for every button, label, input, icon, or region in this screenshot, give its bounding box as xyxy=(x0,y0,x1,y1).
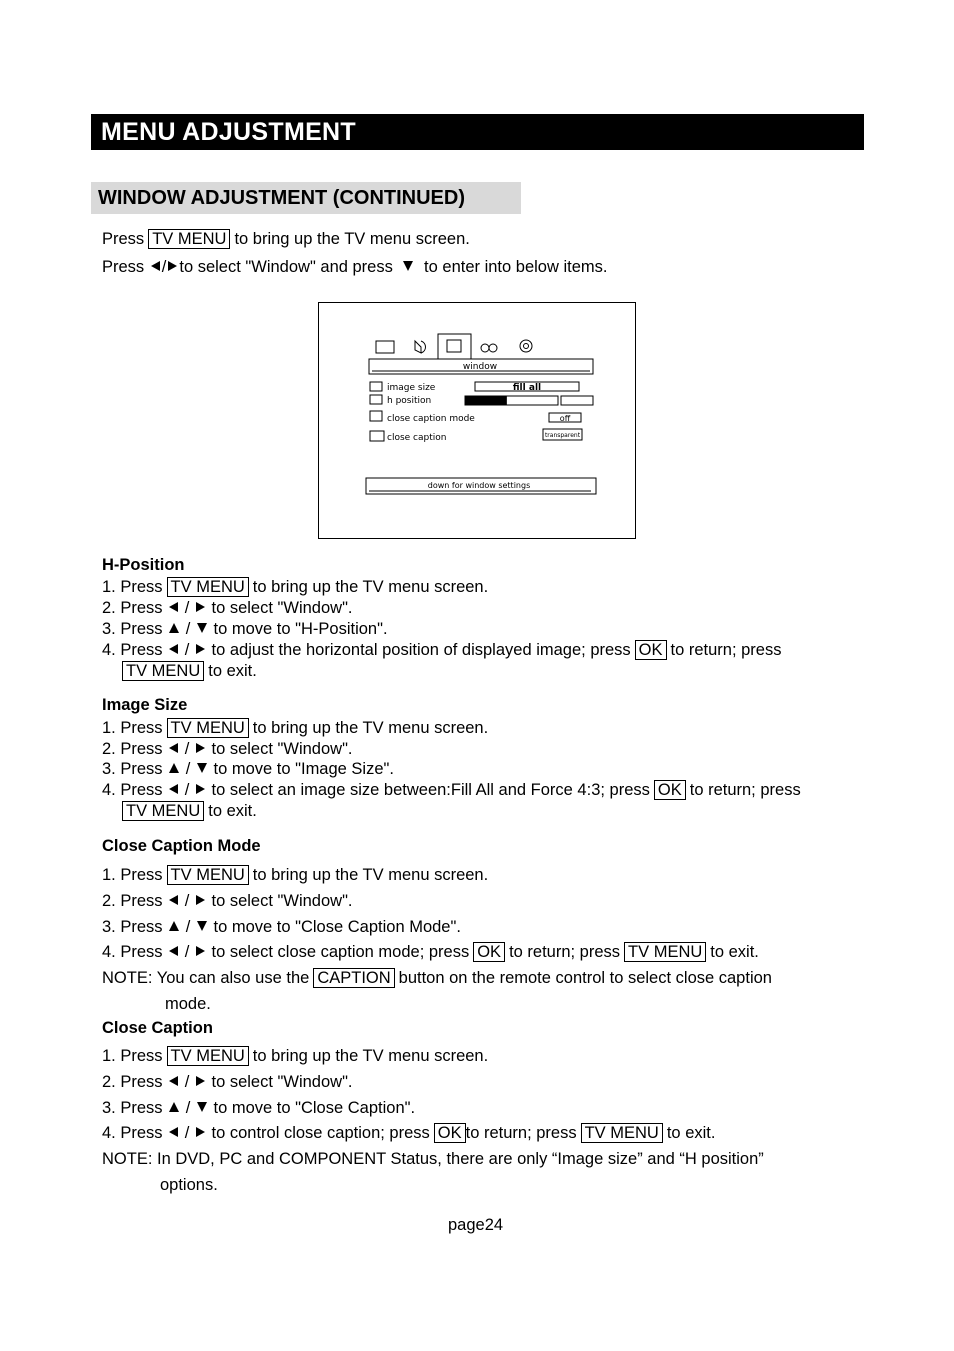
section-banner: MENU ADJUSTMENT xyxy=(91,114,864,150)
image-size-step-2: 2. Press / to select "Window". xyxy=(102,740,353,758)
right-arrow-icon xyxy=(196,743,205,753)
intro-line-1: Press TV MENU to bring up the TV menu screen. xyxy=(102,230,470,248)
ok-key: OK xyxy=(635,640,667,660)
cc-mode-heading: Close Caption Mode xyxy=(102,837,261,855)
image-size-step-1: 1. Press TV MENU to bring up the TV menu screen. xyxy=(102,719,489,737)
cc-note: NOTE: In DVD, PC and COMPONENT Status, there are only “Image size” and “H position” xyxy=(102,1150,764,1168)
right-arrow-icon xyxy=(196,946,205,956)
cc-heading: Close Caption xyxy=(102,1019,213,1037)
image-size-icon xyxy=(370,382,382,391)
osd-row-h-position: h position xyxy=(387,396,432,406)
tv-menu-key: TV MENU xyxy=(167,718,249,738)
left-arrow-icon xyxy=(169,1127,178,1137)
osd-row-cc-mode-value: off xyxy=(559,414,571,423)
cc-step-1: 1. Press TV MENU to bring up the TV menu screen. xyxy=(102,1047,489,1065)
h-position-step-4: 4. Press / to adjust the horizontal position of displayed image; press OK to return; press xyxy=(102,641,782,659)
osd-row-image-size: image size xyxy=(387,383,436,393)
osd-title: window xyxy=(462,362,498,372)
image-size-heading: Image Size xyxy=(102,696,188,714)
cc-mode-step-1: 1. Press TV MENU to bring up the TV menu screen. xyxy=(102,866,489,884)
cc-step-4: 4. Press / to control close caption; press OK to return; press TV MENU to exit. xyxy=(102,1124,716,1142)
cc-note-cont: options. xyxy=(160,1176,218,1194)
tv-menu-key: TV MENU xyxy=(167,577,249,597)
cc-mode-icon xyxy=(370,411,382,421)
osd-row-cc-mode: close caption mode xyxy=(387,414,475,424)
window-tab xyxy=(438,334,471,359)
ok-key: OK xyxy=(473,942,505,962)
tv-menu-key: TV MENU xyxy=(167,1046,249,1066)
image-size-step-3: 3. Press / to move to "Image Size". xyxy=(102,760,394,778)
cc-icon xyxy=(370,431,384,441)
image-size-step-4-cont: TV MENU to exit. xyxy=(122,801,257,821)
left-arrow-icon xyxy=(169,602,178,612)
cc-mode-note-cont: mode. xyxy=(165,995,211,1013)
cc-mode-note: NOTE: You can also use the CAPTION button on the remote control to select close caption xyxy=(102,969,772,987)
page-number: page24 xyxy=(448,1216,504,1234)
left-arrow-icon xyxy=(169,1076,178,1086)
tv-menu-key: TV MENU xyxy=(167,865,249,885)
up-arrow-icon xyxy=(169,921,179,931)
left-arrow-icon xyxy=(169,644,178,654)
left-arrow-icon xyxy=(169,784,178,794)
left-arrow-icon xyxy=(169,946,178,956)
right-arrow-icon xyxy=(196,602,205,612)
h-position-bar-fill xyxy=(465,396,507,405)
function-icon xyxy=(481,344,489,352)
intro-line-2: Press / to select "Window" and press to enter into below items. xyxy=(102,258,608,276)
tv-menu-key: TV MENU xyxy=(122,801,204,821)
tv-menu-key: TV MENU xyxy=(581,1123,663,1143)
h-position-step-3: 3. Press / to move to "H-Position". xyxy=(102,620,388,638)
h-position-step-2: 2. Press / to select "Window". xyxy=(102,599,353,617)
cc-mode-step-2: 2. Press / to select "Window". xyxy=(102,892,353,910)
right-arrow-icon xyxy=(168,261,177,271)
subsection-banner: WINDOW ADJUSTMENT (CONTINUED) xyxy=(91,182,521,214)
up-arrow-icon xyxy=(169,623,179,633)
down-arrow-icon xyxy=(197,921,207,931)
image-size-step-4: 4. Press / to select an image size between:Fill All and Force 4:3; press OK to return; press xyxy=(102,781,801,799)
h-position-step-1: 1. Press TV MENU to bring up the TV menu screen. xyxy=(102,578,489,596)
down-arrow-icon xyxy=(403,261,413,271)
osd-footer: down for window settings xyxy=(427,481,531,490)
right-arrow-icon xyxy=(196,644,205,654)
picture-icon xyxy=(376,341,394,353)
tv-menu-key: TV MENU xyxy=(624,942,706,962)
window-icon xyxy=(447,340,461,352)
cc-mode-step-4: 4. Press / to select close caption mode; press OK to return; press TV MENU to exit. xyxy=(102,943,759,961)
caption-key: CAPTION xyxy=(313,968,394,988)
setup-icon xyxy=(520,340,532,352)
h-position-step-4-cont: TV MENU to exit. xyxy=(122,661,257,681)
osd-row-cc-value: transparent xyxy=(544,432,581,439)
osd-row-cc: close caption xyxy=(387,433,447,443)
sound-icon xyxy=(415,341,426,353)
up-arrow-icon xyxy=(169,1102,179,1112)
tv-menu-key: TV MENU xyxy=(122,661,204,681)
right-arrow-icon xyxy=(196,1076,205,1086)
left-arrow-icon xyxy=(169,895,178,905)
cc-mode-step-3: 3. Press / to move to "Close Caption Mode". xyxy=(102,918,461,936)
cc-step-2: 2. Press / to select "Window". xyxy=(102,1073,353,1091)
right-arrow-icon xyxy=(196,895,205,905)
left-arrow-icon xyxy=(151,261,160,271)
tv-menu-screenshot xyxy=(318,302,636,539)
right-arrow-icon xyxy=(196,784,205,794)
down-arrow-icon xyxy=(197,1102,207,1112)
cc-step-3: 3. Press / to move to "Close Caption". xyxy=(102,1099,416,1117)
left-arrow-icon xyxy=(169,743,178,753)
right-arrow-icon xyxy=(196,1127,205,1137)
ok-key: OK xyxy=(654,780,686,800)
ok-key: OK xyxy=(434,1123,466,1143)
osd-row-image-size-value: fill all xyxy=(512,383,542,393)
osd-svg xyxy=(319,303,635,538)
h-position-heading: H-Position xyxy=(102,556,185,574)
down-arrow-icon xyxy=(197,623,207,633)
h-position-icon xyxy=(370,395,382,404)
tv-menu-key: TV MENU xyxy=(148,229,230,249)
down-arrow-icon xyxy=(197,763,207,773)
up-arrow-icon xyxy=(169,763,179,773)
